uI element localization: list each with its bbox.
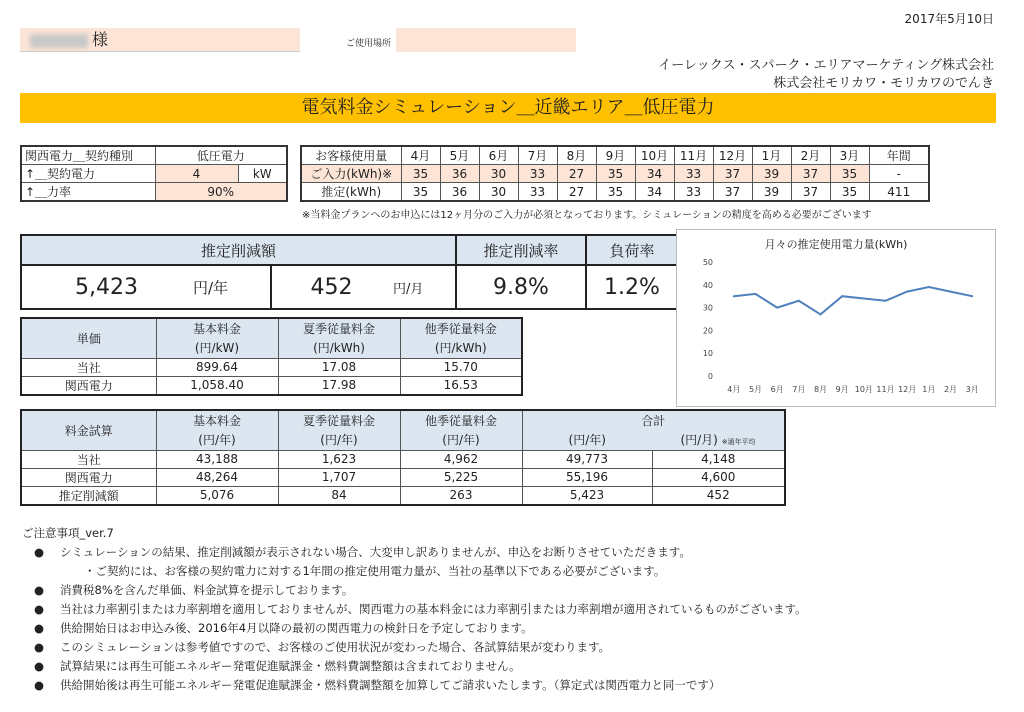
note-text: 試算結果には再生可能エネルギー発電促進賦課金・燃料費調整額は含まれておりません。	[60, 659, 521, 673]
bullet: ●	[34, 583, 45, 597]
price-cell: 1,058.40	[156, 376, 278, 395]
load-header: 負荷率	[586, 235, 678, 265]
month-header: 1月	[752, 146, 791, 165]
price-cell: 17.08	[278, 358, 400, 376]
annual-unit: 円/年	[191, 265, 271, 309]
bullet: ●	[34, 640, 45, 654]
page-title: 電気料金シミュレーション＿近畿エリア＿低圧電力	[20, 93, 996, 123]
usage-input-cell[interactable]: 34	[635, 165, 674, 183]
y-tick-label: 20	[702, 326, 713, 336]
usage-series-line	[734, 287, 972, 314]
calc-cell: 49,773	[522, 450, 652, 468]
row-label: 関西電力	[21, 376, 156, 395]
reduction-rate-value: 9.8%	[456, 265, 586, 309]
usage-data-point	[776, 307, 778, 309]
contract-type-value: 低圧電力	[155, 146, 287, 165]
month-header: 11月	[674, 146, 713, 165]
contract-table	[20, 145, 288, 202]
calc-cell: 5,225	[400, 468, 522, 486]
usage-data-point	[733, 295, 735, 297]
usage-estimate-cell: 34	[635, 183, 674, 202]
power-factor-label: ↑＿力率	[21, 183, 155, 202]
summer-fee-unit: (円/kWh)	[278, 338, 400, 358]
usage-estimate-cell: 37	[791, 183, 830, 202]
x-tick-label: 9月	[835, 385, 849, 394]
calc-total-monthly-unit-cell	[652, 430, 785, 450]
calc-cell: 263	[400, 486, 522, 505]
unit-price-table	[20, 317, 523, 396]
x-tick-label: 6月	[770, 385, 784, 394]
x-tick-label: 7月	[792, 385, 806, 394]
month-header: 4月	[401, 146, 440, 165]
monthly-unit: 円/月	[391, 265, 456, 309]
month-header: 10月	[635, 146, 674, 165]
usage-estimate-cell: 30	[479, 183, 518, 202]
bullet: ●	[34, 621, 45, 635]
note-item	[22, 657, 807, 676]
calc-summer-unit: (円/年)	[278, 430, 400, 450]
usage-data-point	[863, 297, 865, 299]
unit-price-header: 単価	[21, 318, 156, 358]
calc-other-unit: (円/年)	[400, 430, 522, 450]
usage-data-point	[798, 300, 800, 302]
usage-input-cell[interactable]: 36	[440, 165, 479, 183]
row-label: 当社	[21, 358, 156, 376]
note-item	[22, 676, 807, 695]
other-fee-unit: (円/kWh)	[400, 338, 522, 358]
other-fee-header: 他季従量料金	[400, 318, 522, 338]
usage-data-point	[841, 295, 843, 297]
month-header: 12月	[713, 146, 752, 165]
note-subitem: ・ご契約には、お客様の契約電力に対する1年間の推定使用電力量が、当社の基準以下である必要がございます。	[84, 564, 666, 578]
row-label: 当社	[21, 450, 156, 468]
month-header: 2月	[791, 146, 830, 165]
x-tick-label: 1月	[922, 385, 936, 394]
usage-estimate-cell: 39	[752, 183, 791, 202]
usage-data-point	[971, 295, 973, 297]
month-header: 9月	[596, 146, 635, 165]
note-text: 供給開始後は再生可能エネルギー発電促進賦課金・燃料費調整額を加算してご請求いたします。（算定式は関西電力と同一です）	[60, 678, 721, 692]
notes-section	[22, 524, 807, 695]
contract-power-unit: kW	[238, 165, 287, 183]
summary-table	[20, 234, 679, 310]
usage-note: ※当料金プランへのお申込には12ヶ月分のご入力が必須となっております。シミュレーションの精度を高める必要がございます	[302, 210, 872, 221]
input-year-cell: -	[869, 165, 929, 183]
note-text: このシミュレーションは参考値ですので、お客様のご使用状況が変わった場合、各試算結果が変わります。	[60, 640, 611, 654]
usage-place-field	[396, 28, 576, 52]
monthly-reduction-value: 452	[271, 265, 391, 309]
calc-cell: 4,148	[652, 450, 785, 468]
contract-power-value[interactable]: 4	[155, 165, 238, 183]
usage-place-label: ご使用場所	[346, 39, 392, 49]
estimate-row-label: 推定(kWh)	[301, 183, 401, 202]
calc-cell: 4,600	[652, 468, 785, 486]
x-tick-label: 4月	[727, 385, 741, 394]
bullet: ●	[34, 659, 45, 673]
calc-summer-header: 夏季従量料金	[278, 410, 400, 430]
summer-fee-header: 夏季従量料金	[278, 318, 400, 338]
rate-header: 推定削減率	[456, 235, 586, 265]
note-item	[22, 543, 807, 562]
calc-total-monthly-unit: (円/月)	[680, 433, 718, 448]
usage-data-point	[906, 291, 908, 293]
calc-cell: 5,423	[522, 486, 652, 505]
bullet: ●	[34, 602, 45, 616]
y-tick-label: 30	[702, 303, 713, 313]
calc-total-header: 合計	[522, 410, 785, 430]
fee-calc-table	[20, 409, 786, 506]
calc-total-annual-unit: (円/年)	[522, 430, 652, 450]
usage-estimate-cell: 37	[713, 183, 752, 202]
report-date: 2017年5月10日	[904, 12, 994, 26]
usage-input-cell[interactable]: 33	[674, 165, 713, 183]
usage-data-point	[928, 286, 930, 288]
month-header: 6月	[479, 146, 518, 165]
usage-estimate-cell: 35	[596, 183, 635, 202]
usage-input-cell[interactable]: 35	[401, 165, 440, 183]
y-tick-label: 50	[702, 258, 713, 267]
usage-data-point	[755, 293, 757, 295]
month-header: 5月	[440, 146, 479, 165]
usage-input-cell[interactable]: 35	[830, 165, 869, 183]
calc-cell: 55,196	[522, 468, 652, 486]
calc-cell: 48,264	[156, 468, 278, 486]
y-tick-label: 40	[702, 280, 713, 290]
calc-base-header: 基本料金	[156, 410, 278, 430]
usage-data-point	[950, 291, 952, 293]
contract-type-label: 関西電力＿契約種別	[21, 146, 155, 165]
month-header: 8月	[557, 146, 596, 165]
month-header: 7月	[518, 146, 557, 165]
row-label: 推定削減額	[21, 486, 156, 505]
usage-data-point	[820, 313, 822, 315]
contract-power-label: ↑＿契約電力	[21, 165, 155, 183]
usage-estimate-cell: 33	[674, 183, 713, 202]
x-tick-label: 2月	[943, 385, 958, 394]
annual-reduction-value: 5,423	[21, 265, 191, 309]
calc-base-unit: (円/年)	[156, 430, 278, 450]
calc-cell: 5,076	[156, 486, 278, 505]
usage-input-cell[interactable]: 37	[791, 165, 830, 183]
usage-input-cell[interactable]: 35	[596, 165, 635, 183]
customer-name-field	[20, 28, 300, 52]
usage-header-label: お客様使用量	[301, 146, 401, 165]
price-cell: 15.70	[400, 358, 522, 376]
input-row-label: ご入力(kWh)※	[301, 165, 401, 183]
y-tick-label: 0	[707, 372, 713, 381]
base-fee-header: 基本料金	[156, 318, 278, 338]
calc-cell: 4,962	[400, 450, 522, 468]
x-tick-label: 12月	[898, 385, 917, 394]
note-text: 当社は力率割引または力率割増を適用しておりませんが、関西電力の基本料金には力率割引または力率割増が適用されているものがございます。	[60, 602, 807, 616]
usage-estimate-cell: 35	[830, 183, 869, 202]
x-tick-label: 3月	[965, 385, 979, 394]
chart-svg	[677, 230, 995, 406]
usage-estimate-cell: 33	[518, 183, 557, 202]
price-cell: 16.53	[400, 376, 522, 395]
usage-input-cell[interactable]: 39	[752, 165, 791, 183]
note-item	[22, 619, 807, 638]
usage-input-cell[interactable]: 33	[518, 165, 557, 183]
year-header: 年間	[869, 146, 929, 165]
usage-estimate-cell: 36	[440, 183, 479, 202]
note-item	[22, 600, 807, 619]
price-cell: 17.98	[278, 376, 400, 395]
bullet: ●	[34, 545, 45, 559]
note-text: シミュレーションの結果、推定削減額が表示されない場合、大変申し訳ありませんが、申込をお断りさせていただきます。	[60, 545, 691, 559]
annual-average-note: ※通年平均	[721, 438, 756, 447]
company-name-1: イーレックス・スパーク・エリアマーケティング株式会社	[658, 58, 994, 73]
row-label: 関西電力	[21, 468, 156, 486]
note-text: 消費税8%を含んだ単価、料金試算を提示しております。	[60, 583, 354, 597]
base-fee-unit: (円/kW)	[156, 338, 278, 358]
chart-title: 月々の推定使用電力量(kWh)	[764, 238, 908, 251]
monthly-usage-chart	[676, 229, 996, 407]
usage-estimate-cell: 27	[557, 183, 596, 202]
month-header: 3月	[830, 146, 869, 165]
x-tick-label: 8月	[813, 385, 828, 394]
power-factor-value[interactable]: 90%	[155, 183, 287, 202]
price-cell: 899.64	[156, 358, 278, 376]
redacted-name	[30, 34, 88, 48]
calc-cell: 43,188	[156, 450, 278, 468]
x-tick-label: 5月	[748, 385, 763, 394]
note-text: 供給開始日はお申込み後、2016年4月以降の最初の関西電力の検針日を予定しております。	[60, 621, 533, 635]
x-tick-label: 11月	[876, 385, 895, 394]
bullet: ●	[34, 678, 45, 692]
calc-cell: 84	[278, 486, 400, 505]
calc-cell: 1,707	[278, 468, 400, 486]
calc-other-header: 他季従量料金	[400, 410, 522, 430]
note-item	[22, 581, 807, 600]
y-tick-label: 10	[702, 349, 713, 359]
reduction-header: 推定削減額	[21, 235, 456, 265]
usage-input-cell[interactable]: 30	[479, 165, 518, 183]
usage-table	[300, 145, 930, 202]
estimate-year-cell: 411	[869, 183, 929, 202]
usage-estimate-cell: 35	[401, 183, 440, 202]
customer-suffix: 様	[92, 30, 109, 49]
company-name-2: 株式会社モリカワ・モリカワのでんき	[773, 76, 994, 91]
fee-calc-header: 料金試算	[21, 410, 156, 450]
usage-input-cell[interactable]: 37	[713, 165, 752, 183]
x-tick-label: 10月	[854, 385, 873, 394]
usage-data-point	[885, 300, 887, 302]
calc-cell: 452	[652, 486, 785, 505]
note-item	[22, 638, 807, 657]
calc-cell: 1,623	[278, 450, 400, 468]
usage-input-cell[interactable]: 27	[557, 165, 596, 183]
notes-title: ご注意事項_ver.7	[22, 526, 114, 540]
load-factor-value: 1.2%	[586, 265, 678, 309]
